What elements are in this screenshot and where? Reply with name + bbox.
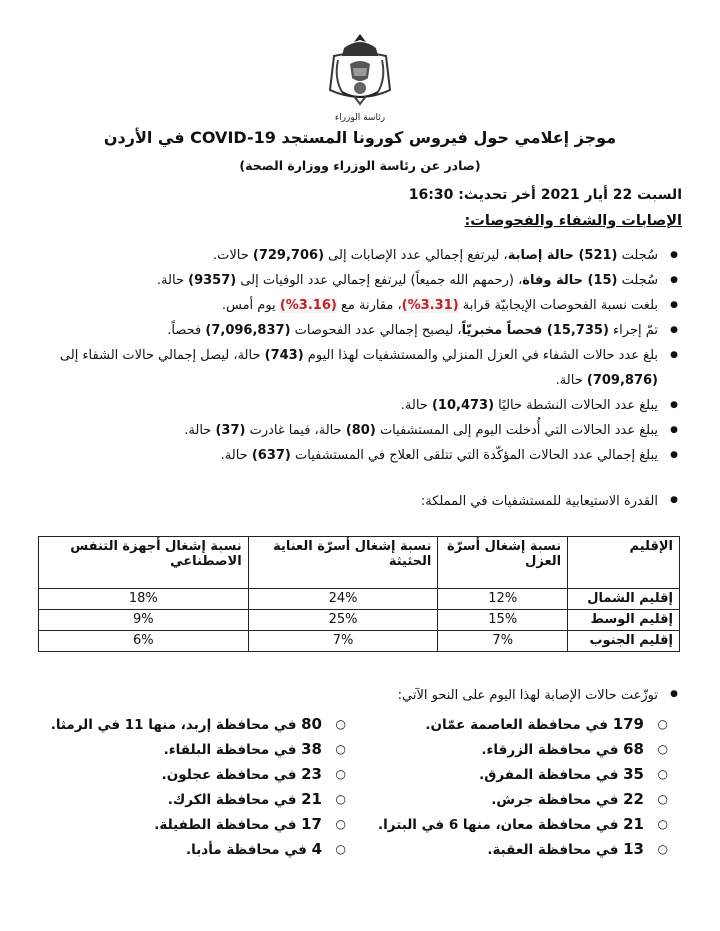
list-item: ○ 179 في محافظة العاصمة عمّان. [372,712,672,737]
section-title: الإصابات والشفاء والفحوصات: [464,213,682,229]
distribution-heading: ● توزّعت حالات الإصابة لهذا اليوم على النحو الآتي: [398,688,680,703]
distribution-list-right [372,712,672,862]
isolation-cell: 15% [438,610,568,631]
ventilator-cell: 6% [39,631,249,652]
region-cell: إقليم الشمال [568,589,680,610]
jordan-coat-of-arms-icon [320,30,400,125]
list-item: ○ 35 في محافظة المفرق. [372,762,672,787]
update-timestamp: السبت 22 أيار 2021 أخر تحديث: 16:30 [408,187,682,203]
icu-cell: 25% [248,610,438,631]
list-item: ○ 21 في محافظة معان، منها 6 في البترا. [372,812,672,837]
list-item: ○ 13 في محافظة العقبة. [372,837,672,862]
isolation-cell: 12% [438,589,568,610]
list-item: ● سُجلت (15) حالة وفاة، (رحمهم الله جميعاً) ليرتفع إجمالي عدد الوفيات إلى (9357) حالة. [28,268,680,293]
list-item: ● تمّ إجراء (15,735) فحصاً مخبريّاً، ليصبح إجمالي عدد الفحوصات (7,096,837) فحصاً. [28,318,680,343]
list-item: ○ 23 في محافظة عجلون. [20,762,350,787]
column-header: نسبة إشغال أسرّة العزل [438,537,568,589]
list-item: ● يبلغ عدد الحالات النشطة حاليًا (10,473) حالة. [28,393,680,418]
stats-bullet-list [28,243,680,468]
list-item: ● بلغ عدد حالات الشفاء في العزل المنزلي والمستشفيات لهذا اليوم (743) حالة، ليصل إجمالي حالات الشفاء إلى (709,876) حالة. [28,343,680,393]
list-item: ● يبلغ إجمالي عدد الحالات المؤكّدة التي تتلقى العلاج في المستشفيات (637) حالة. [28,443,680,468]
table-row [39,631,680,652]
list-item: ○ 68 في محافظة الزرقاء. [372,737,672,762]
isolation-cell: 7% [438,631,568,652]
ventilator-cell: 18% [39,589,249,610]
icu-cell: 7% [248,631,438,652]
hospital-capacity-table [38,536,680,652]
list-item: ● بلغت نسبة الفحوصات الإيجابيّة قرابة (3.31%)، مقارنة مع (3.16%) يوم أمس. [28,293,680,318]
region-cell: إقليم الوسط [568,610,680,631]
list-item: ● سُجلت (521) حالة إصابة، ليرتفع إجمالي عدد الإصابات إلى (729,706) حالات. [28,243,680,268]
table-row [39,610,680,631]
list-item: ● يبلغ عدد الحالات التي أُدخلت اليوم إلى المستشفيات (80) حالة، فيما غادرت (37) حالة. [28,418,680,443]
column-header: الإقليم [568,537,680,589]
emblem-caption: رئاسة الوزراء [334,113,386,123]
list-item: ○ 80 في محافظة إربد، منها 11 في الرمثا. [20,712,350,737]
list-item: ○ 21 في محافظة الكرك. [20,787,350,812]
icu-cell: 24% [248,589,438,610]
region-cell: إقليم الجنوب [568,631,680,652]
table-row [39,589,680,610]
capacity-heading: ● القدرة الاستيعابية للمستشفيات في المملكة: [421,494,680,509]
page-title: موجز إعلامي حول فيروس كورونا المستجد COVID-19 في الأردن [103,128,617,147]
ventilator-cell: 9% [39,610,249,631]
column-header: نسبة إشغال أجهزة التنفس الاصطناعي [39,537,249,589]
list-item: ○ 4 في محافظة مأدبا. [20,837,350,862]
distribution-list-left [20,712,350,862]
page-subtitle: (صادر عن رئاسة الوزراء ووزارة الصحة) [239,158,481,173]
list-item: ○ 38 في محافظة البلقاء. [20,737,350,762]
list-item: ○ 17 في محافظة الطفيلة. [20,812,350,837]
table-header-row [39,537,680,589]
column-header: نسبة إشغال أسرّة العناية الحثيثة [248,537,438,589]
list-item: ○ 22 في محافظة جرش. [372,787,672,812]
